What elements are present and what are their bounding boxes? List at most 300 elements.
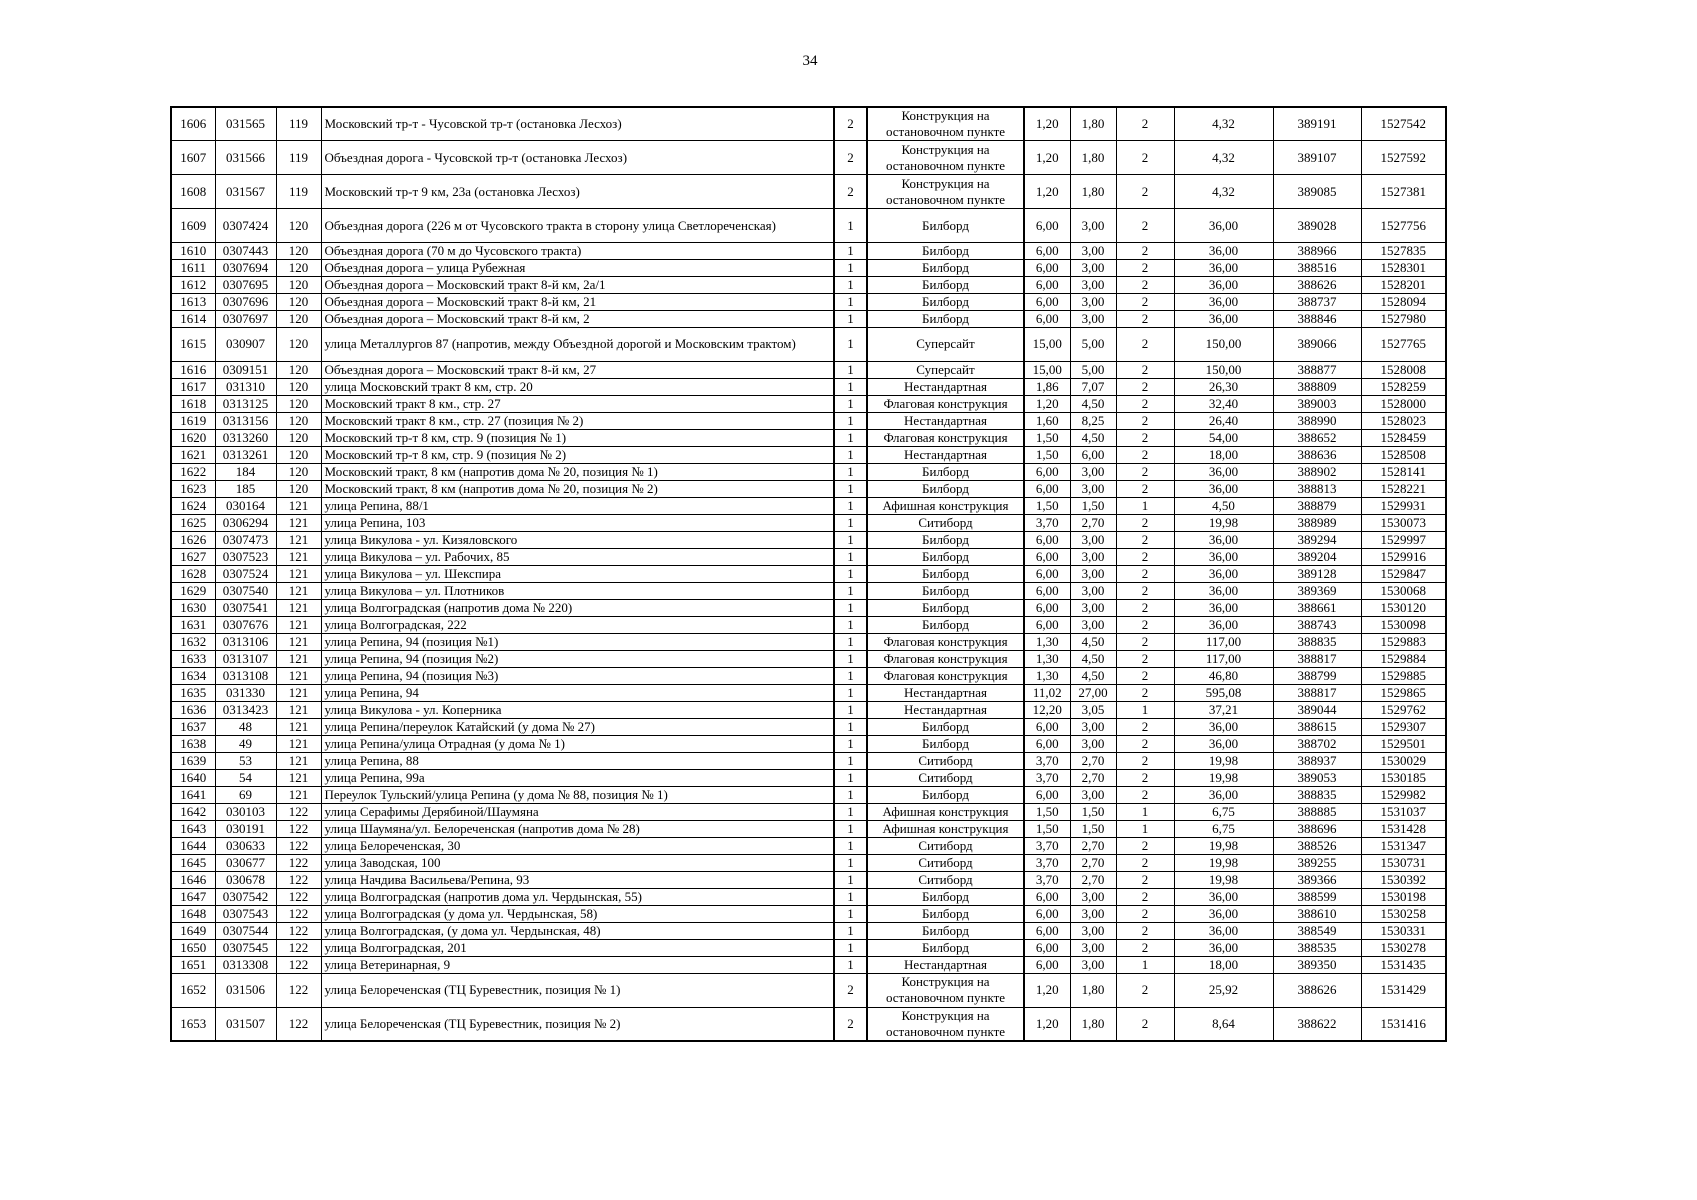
- code-cell: 0307697: [215, 311, 276, 328]
- code-cell: 0313156: [215, 412, 276, 429]
- address-cell: Объездная дорога – улица Рубежная: [321, 260, 834, 277]
- zone-cell: 120: [276, 209, 321, 243]
- area-cell: 36,00: [1174, 463, 1273, 480]
- quantity-cell: 2: [1116, 514, 1174, 531]
- code-cell: 030678: [215, 871, 276, 888]
- zone-cell: 121: [276, 548, 321, 565]
- sides-cell: 1: [834, 395, 867, 412]
- height-cell: 3,00: [1070, 922, 1116, 939]
- address-cell: Объездная дорога - Чусовской тр-т (остановка Лесхоз): [321, 141, 834, 175]
- coord-x-cell: 388549: [1273, 922, 1361, 939]
- row-number-cell: 1625: [171, 514, 215, 531]
- table-row: [171, 311, 1446, 328]
- coord-x-cell: 389028: [1273, 209, 1361, 243]
- coord-x-cell: 389350: [1273, 956, 1361, 973]
- zone-cell: 120: [276, 463, 321, 480]
- code-cell: 69: [215, 786, 276, 803]
- coord-y-cell: 1529931: [1361, 497, 1446, 514]
- area-cell: 26,30: [1174, 378, 1273, 395]
- area-cell: 19,98: [1174, 752, 1273, 769]
- height-cell: 1,50: [1070, 803, 1116, 820]
- height-cell: 3,00: [1070, 260, 1116, 277]
- zone-cell: 122: [276, 922, 321, 939]
- area-cell: 18,00: [1174, 446, 1273, 463]
- area-cell: 26,40: [1174, 412, 1273, 429]
- table-row: [171, 820, 1446, 837]
- width-cell: 6,00: [1024, 616, 1070, 633]
- row-number-cell: 1633: [171, 650, 215, 667]
- coord-x-cell: 388652: [1273, 429, 1361, 446]
- row-number-cell: 1637: [171, 718, 215, 735]
- coord-x-cell: 388599: [1273, 888, 1361, 905]
- sides-cell: 1: [834, 786, 867, 803]
- row-number-cell: 1634: [171, 667, 215, 684]
- coord-x-cell: 388743: [1273, 616, 1361, 633]
- row-number-cell: 1653: [171, 1007, 215, 1041]
- coord-x-cell: 388989: [1273, 514, 1361, 531]
- coord-x-cell: 388661: [1273, 599, 1361, 616]
- table-row: [171, 905, 1446, 922]
- area-cell: 595,08: [1174, 684, 1273, 701]
- height-cell: 4,50: [1070, 633, 1116, 650]
- row-number-cell: 1607: [171, 141, 215, 175]
- coord-x-cell: 388902: [1273, 463, 1361, 480]
- coord-x-cell: 388622: [1273, 1007, 1361, 1041]
- coord-x-cell: 388846: [1273, 311, 1361, 328]
- coord-x-cell: 388799: [1273, 667, 1361, 684]
- coord-x-cell: 388877: [1273, 361, 1361, 378]
- row-number-cell: 1609: [171, 209, 215, 243]
- zone-cell: 121: [276, 633, 321, 650]
- coord-y-cell: 1529885: [1361, 667, 1446, 684]
- coord-x-cell: 388879: [1273, 497, 1361, 514]
- width-cell: 6,00: [1024, 582, 1070, 599]
- coord-x-cell: 388610: [1273, 905, 1361, 922]
- sides-cell: 1: [834, 633, 867, 650]
- table-row: [171, 735, 1446, 752]
- area-cell: 25,92: [1174, 973, 1273, 1007]
- sides-cell: 1: [834, 854, 867, 871]
- quantity-cell: 1: [1116, 820, 1174, 837]
- code-cell: 0307424: [215, 209, 276, 243]
- sides-cell: 1: [834, 446, 867, 463]
- address-cell: улица Московский тракт 8 км, стр. 20: [321, 378, 834, 395]
- row-number-cell: 1643: [171, 820, 215, 837]
- row-number-cell: 1612: [171, 277, 215, 294]
- coord-y-cell: 1529982: [1361, 786, 1446, 803]
- address-cell: Переулок Тульский/улица Репина (у дома № 88, позиция № 1): [321, 786, 834, 803]
- quantity-cell: 2: [1116, 769, 1174, 786]
- zone-cell: 120: [276, 480, 321, 497]
- area-cell: 37,21: [1174, 701, 1273, 718]
- table-row: [171, 769, 1446, 786]
- height-cell: 3,00: [1070, 480, 1116, 497]
- height-cell: 2,70: [1070, 752, 1116, 769]
- height-cell: 3,00: [1070, 718, 1116, 735]
- table-row: [171, 888, 1446, 905]
- code-cell: 0307696: [215, 294, 276, 311]
- zone-cell: 121: [276, 718, 321, 735]
- coord-x-cell: 388813: [1273, 480, 1361, 497]
- width-cell: 1,50: [1024, 803, 1070, 820]
- address-cell: улица Репина, 99а: [321, 769, 834, 786]
- coord-y-cell: 1529865: [1361, 684, 1446, 701]
- zone-cell: 120: [276, 243, 321, 260]
- code-cell: 0309151: [215, 361, 276, 378]
- width-cell: 6,00: [1024, 565, 1070, 582]
- sides-cell: 1: [834, 616, 867, 633]
- coord-y-cell: 1527592: [1361, 141, 1446, 175]
- row-number-cell: 1647: [171, 888, 215, 905]
- height-cell: 3,00: [1070, 956, 1116, 973]
- sides-cell: 1: [834, 378, 867, 395]
- zone-cell: 121: [276, 599, 321, 616]
- width-cell: 15,00: [1024, 328, 1070, 362]
- code-cell: 0313261: [215, 446, 276, 463]
- coord-y-cell: 1531428: [1361, 820, 1446, 837]
- address-cell: Московский тракт, 8 км (напротив дома № 20, позиция № 2): [321, 480, 834, 497]
- page-number: 34: [802, 53, 818, 69]
- width-cell: 1,20: [1024, 141, 1070, 175]
- row-number-cell: 1620: [171, 429, 215, 446]
- sides-cell: 1: [834, 939, 867, 956]
- height-cell: 2,70: [1070, 769, 1116, 786]
- area-cell: 117,00: [1174, 650, 1273, 667]
- zone-cell: 119: [276, 175, 321, 209]
- type-cell: Нестандартная: [867, 684, 1024, 701]
- height-cell: 3,00: [1070, 599, 1116, 616]
- sides-cell: 1: [834, 837, 867, 854]
- code-cell: 031566: [215, 141, 276, 175]
- address-cell: улица Белореченская, 30: [321, 837, 834, 854]
- zone-cell: 121: [276, 582, 321, 599]
- coord-x-cell: 388535: [1273, 939, 1361, 956]
- quantity-cell: 2: [1116, 854, 1174, 871]
- address-cell: улица Волгоградская, 201: [321, 939, 834, 956]
- coord-y-cell: 1531037: [1361, 803, 1446, 820]
- code-cell: 0307473: [215, 531, 276, 548]
- coord-y-cell: 1528221: [1361, 480, 1446, 497]
- type-cell: Нестандартная: [867, 956, 1024, 973]
- height-cell: 5,00: [1070, 328, 1116, 362]
- area-cell: 36,00: [1174, 311, 1273, 328]
- table-row: [171, 616, 1446, 633]
- height-cell: 3,00: [1070, 565, 1116, 582]
- width-cell: 15,00: [1024, 361, 1070, 378]
- zone-cell: 121: [276, 769, 321, 786]
- zone-cell: 121: [276, 684, 321, 701]
- address-cell: улица Репина, 94 (позиция №2): [321, 650, 834, 667]
- quantity-cell: 2: [1116, 175, 1174, 209]
- type-cell: Флаговая конструкция: [867, 650, 1024, 667]
- area-cell: 36,00: [1174, 888, 1273, 905]
- type-cell: Билборд: [867, 243, 1024, 260]
- coord-x-cell: 389107: [1273, 141, 1361, 175]
- quantity-cell: 2: [1116, 939, 1174, 956]
- coord-x-cell: 389128: [1273, 565, 1361, 582]
- height-cell: 1,80: [1070, 175, 1116, 209]
- table-row: [171, 107, 1446, 141]
- sides-cell: 1: [834, 905, 867, 922]
- area-cell: 36,00: [1174, 277, 1273, 294]
- sides-cell: 1: [834, 701, 867, 718]
- address-cell: улица Волгоградская, 222: [321, 616, 834, 633]
- coord-x-cell: 388702: [1273, 735, 1361, 752]
- address-cell: Объездная дорога (70 м до Чусовского тракта): [321, 243, 834, 260]
- sides-cell: 1: [834, 311, 867, 328]
- height-cell: 2,70: [1070, 854, 1116, 871]
- code-cell: 0307443: [215, 243, 276, 260]
- coord-y-cell: 1527542: [1361, 107, 1446, 141]
- height-cell: 3,00: [1070, 888, 1116, 905]
- height-cell: 3,00: [1070, 463, 1116, 480]
- type-cell: Флаговая конструкция: [867, 667, 1024, 684]
- row-number-cell: 1621: [171, 446, 215, 463]
- coord-x-cell: 388737: [1273, 294, 1361, 311]
- code-cell: 031565: [215, 107, 276, 141]
- row-number-cell: 1624: [171, 497, 215, 514]
- address-cell: улица Заводская, 100: [321, 854, 834, 871]
- address-cell: улица Белореченская (ТЦ Буревестник, позиция № 1): [321, 973, 834, 1007]
- coord-x-cell: 388626: [1273, 973, 1361, 1007]
- row-number-cell: 1636: [171, 701, 215, 718]
- type-cell: Билборд: [867, 311, 1024, 328]
- width-cell: 6,00: [1024, 905, 1070, 922]
- width-cell: 1,20: [1024, 973, 1070, 1007]
- zone-cell: 121: [276, 514, 321, 531]
- coord-y-cell: 1528259: [1361, 378, 1446, 395]
- quantity-cell: 2: [1116, 616, 1174, 633]
- coord-y-cell: 1527835: [1361, 243, 1446, 260]
- width-cell: 1,50: [1024, 429, 1070, 446]
- area-cell: 150,00: [1174, 361, 1273, 378]
- table-row: [171, 395, 1446, 412]
- area-cell: 8,64: [1174, 1007, 1273, 1041]
- height-cell: 1,50: [1070, 820, 1116, 837]
- type-cell: Суперсайт: [867, 328, 1024, 362]
- zone-cell: 121: [276, 497, 321, 514]
- zone-cell: 120: [276, 361, 321, 378]
- height-cell: 3,00: [1070, 786, 1116, 803]
- quantity-cell: 2: [1116, 412, 1174, 429]
- quantity-cell: 2: [1116, 311, 1174, 328]
- height-cell: 2,70: [1070, 837, 1116, 854]
- type-cell: Билборд: [867, 277, 1024, 294]
- coord-y-cell: 1531416: [1361, 1007, 1446, 1041]
- area-cell: 36,00: [1174, 260, 1273, 277]
- sides-cell: 1: [834, 820, 867, 837]
- quantity-cell: 1: [1116, 497, 1174, 514]
- type-cell: Нестандартная: [867, 446, 1024, 463]
- area-cell: 36,00: [1174, 718, 1273, 735]
- sides-cell: 2: [834, 1007, 867, 1041]
- coord-y-cell: 1527980: [1361, 311, 1446, 328]
- code-cell: 185: [215, 480, 276, 497]
- width-cell: 6,00: [1024, 956, 1070, 973]
- table-row: [171, 956, 1446, 973]
- quantity-cell: 2: [1116, 667, 1174, 684]
- width-cell: 6,00: [1024, 480, 1070, 497]
- code-cell: 0307542: [215, 888, 276, 905]
- height-cell: 5,00: [1070, 361, 1116, 378]
- area-cell: 36,00: [1174, 905, 1273, 922]
- quantity-cell: 2: [1116, 684, 1174, 701]
- type-cell: Ситиборд: [867, 837, 1024, 854]
- code-cell: 53: [215, 752, 276, 769]
- zone-cell: 121: [276, 786, 321, 803]
- area-cell: 36,00: [1174, 735, 1273, 752]
- table-body: [171, 107, 1446, 1041]
- area-cell: 36,00: [1174, 922, 1273, 939]
- address-cell: улица Волгоградская, (у дома ул. Чердынская, 48): [321, 922, 834, 939]
- area-cell: 18,00: [1174, 956, 1273, 973]
- quantity-cell: 2: [1116, 888, 1174, 905]
- address-cell: улица Викулова – ул. Шекспира: [321, 565, 834, 582]
- coord-y-cell: 1530258: [1361, 905, 1446, 922]
- row-number-cell: 1628: [171, 565, 215, 582]
- table-row: [171, 548, 1446, 565]
- type-cell: Билборд: [867, 260, 1024, 277]
- table-row: [171, 294, 1446, 311]
- sides-cell: 1: [834, 209, 867, 243]
- zone-cell: 120: [276, 378, 321, 395]
- area-cell: 4,32: [1174, 175, 1273, 209]
- height-cell: 3,00: [1070, 209, 1116, 243]
- quantity-cell: 2: [1116, 633, 1174, 650]
- coord-y-cell: 1528508: [1361, 446, 1446, 463]
- height-cell: 3,00: [1070, 548, 1116, 565]
- coord-x-cell: 389191: [1273, 107, 1361, 141]
- table-row: [171, 209, 1446, 243]
- height-cell: 3,00: [1070, 905, 1116, 922]
- area-cell: 32,40: [1174, 395, 1273, 412]
- row-number-cell: 1640: [171, 769, 215, 786]
- code-cell: 0307543: [215, 905, 276, 922]
- table-row: [171, 837, 1446, 854]
- address-cell: Московский тр-т 8 км, стр. 9 (позиция № 1): [321, 429, 834, 446]
- address-cell: Объездная дорога – Московский тракт 8-й км, 27: [321, 361, 834, 378]
- quantity-cell: 2: [1116, 650, 1174, 667]
- row-number-cell: 1630: [171, 599, 215, 616]
- width-cell: 6,00: [1024, 735, 1070, 752]
- code-cell: 48: [215, 718, 276, 735]
- height-cell: 3,00: [1070, 616, 1116, 633]
- row-number-cell: 1635: [171, 684, 215, 701]
- address-cell: улица Волгоградская (напротив дома № 220): [321, 599, 834, 616]
- sides-cell: 1: [834, 803, 867, 820]
- area-cell: 4,32: [1174, 141, 1273, 175]
- address-cell: улица Репина, 88: [321, 752, 834, 769]
- address-cell: улица Викулова - ул. Коперника: [321, 701, 834, 718]
- coord-y-cell: 1527765: [1361, 328, 1446, 362]
- row-number-cell: 1646: [171, 871, 215, 888]
- quantity-cell: 2: [1116, 973, 1174, 1007]
- row-number-cell: 1632: [171, 633, 215, 650]
- table-row: [171, 803, 1446, 820]
- quantity-cell: 2: [1116, 463, 1174, 480]
- row-number-cell: 1626: [171, 531, 215, 548]
- area-cell: 36,00: [1174, 939, 1273, 956]
- width-cell: 6,00: [1024, 209, 1070, 243]
- width-cell: 1,30: [1024, 650, 1070, 667]
- type-cell: Конструкция на остановочном пункте: [867, 175, 1024, 209]
- row-number-cell: 1614: [171, 311, 215, 328]
- type-cell: Билборд: [867, 294, 1024, 311]
- quantity-cell: 2: [1116, 735, 1174, 752]
- area-cell: 19,98: [1174, 854, 1273, 871]
- address-cell: Объездная дорога – Московский тракт 8-й км, 2а/1: [321, 277, 834, 294]
- type-cell: Нестандартная: [867, 701, 1024, 718]
- width-cell: 6,00: [1024, 294, 1070, 311]
- height-cell: 3,00: [1070, 311, 1116, 328]
- sides-cell: 2: [834, 973, 867, 1007]
- height-cell: 3,00: [1070, 531, 1116, 548]
- code-cell: 0313107: [215, 650, 276, 667]
- code-cell: 0313260: [215, 429, 276, 446]
- sides-cell: 1: [834, 684, 867, 701]
- code-cell: 184: [215, 463, 276, 480]
- address-cell: улица Волгоградская (у дома ул. Чердынская, 58): [321, 905, 834, 922]
- row-number-cell: 1616: [171, 361, 215, 378]
- code-cell: 030677: [215, 854, 276, 871]
- table-row: [171, 973, 1446, 1007]
- quantity-cell: 2: [1116, 599, 1174, 616]
- quantity-cell: 2: [1116, 548, 1174, 565]
- height-cell: 3,00: [1070, 582, 1116, 599]
- type-cell: Билборд: [867, 718, 1024, 735]
- sides-cell: 1: [834, 667, 867, 684]
- zone-cell: 120: [276, 395, 321, 412]
- row-number-cell: 1627: [171, 548, 215, 565]
- address-cell: Московский тр-т 8 км, стр. 9 (позиция № 2): [321, 446, 834, 463]
- address-cell: Объездная дорога – Московский тракт 8-й км, 2: [321, 311, 834, 328]
- coord-y-cell: 1527756: [1361, 209, 1446, 243]
- type-cell: Билборд: [867, 922, 1024, 939]
- width-cell: 6,00: [1024, 718, 1070, 735]
- area-cell: 36,00: [1174, 209, 1273, 243]
- coord-x-cell: 389085: [1273, 175, 1361, 209]
- quantity-cell: 2: [1116, 718, 1174, 735]
- width-cell: 6,00: [1024, 243, 1070, 260]
- zone-cell: 122: [276, 956, 321, 973]
- row-number-cell: 1651: [171, 956, 215, 973]
- type-cell: Конструкция на остановочном пункте: [867, 1007, 1024, 1041]
- height-cell: 3,00: [1070, 277, 1116, 294]
- row-number-cell: 1650: [171, 939, 215, 956]
- zone-cell: 120: [276, 412, 321, 429]
- row-number-cell: 1611: [171, 260, 215, 277]
- width-cell: 6,00: [1024, 311, 1070, 328]
- quantity-cell: 2: [1116, 361, 1174, 378]
- table-row: [171, 514, 1446, 531]
- row-number-cell: 1641: [171, 786, 215, 803]
- sides-cell: 1: [834, 922, 867, 939]
- coord-x-cell: 389294: [1273, 531, 1361, 548]
- code-cell: 031567: [215, 175, 276, 209]
- code-cell: 0306294: [215, 514, 276, 531]
- area-cell: 150,00: [1174, 328, 1273, 362]
- coord-y-cell: 1530068: [1361, 582, 1446, 599]
- area-cell: 36,00: [1174, 565, 1273, 582]
- type-cell: Билборд: [867, 939, 1024, 956]
- address-cell: улица Белореченская (ТЦ Буревестник, позиция № 2): [321, 1007, 834, 1041]
- code-cell: 031506: [215, 973, 276, 1007]
- height-cell: 3,00: [1070, 939, 1116, 956]
- quantity-cell: 2: [1116, 446, 1174, 463]
- zone-cell: 120: [276, 328, 321, 362]
- address-cell: улица Репина/улица Отрадная (у дома № 1): [321, 735, 834, 752]
- area-cell: 36,00: [1174, 548, 1273, 565]
